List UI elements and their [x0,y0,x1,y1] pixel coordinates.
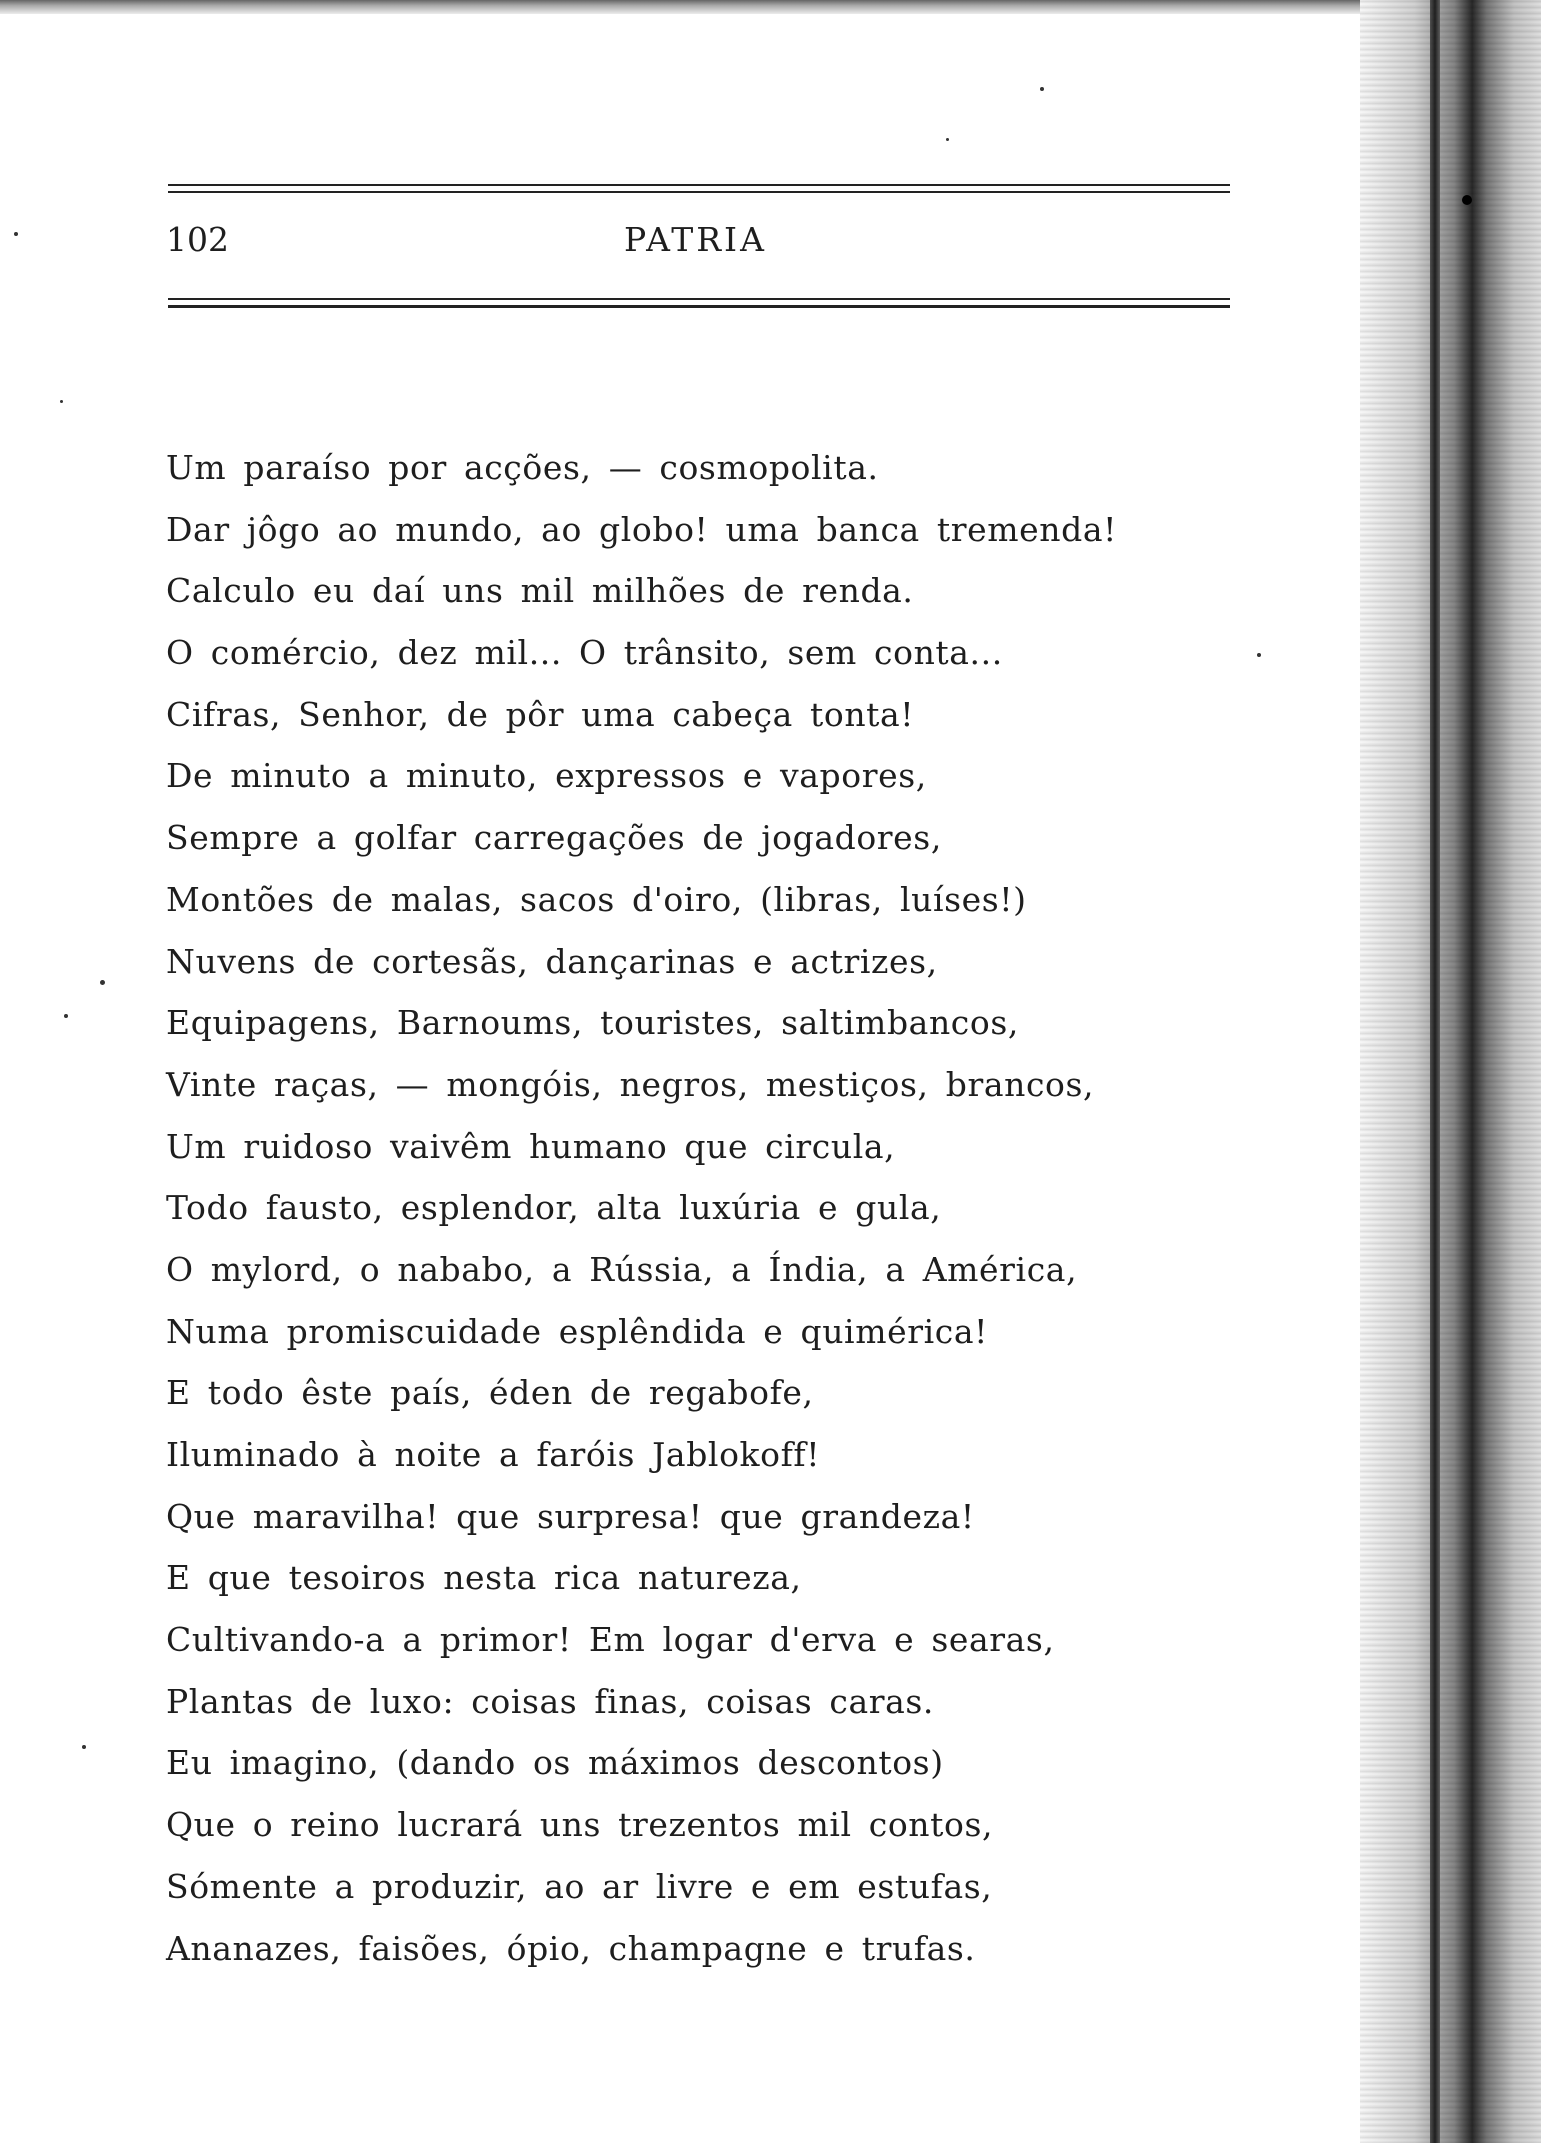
binding-gutter [1360,0,1541,2143]
verse-line: Que maravilha! que surpresa! que grandeza! [166,1496,975,1536]
verse-line: Que o reino lucrará uns trezentos mil contos, [166,1805,994,1845]
header-rule-top-inner [168,191,1230,193]
verse-line: De minuto a minuto, expressos e vapores, [166,756,927,796]
verse-line: E que tesoiros nesta rica natureza, [166,1558,802,1598]
scan-speck [100,980,105,985]
verse-line: Iluminado à noite a faróis Jablokoff! [166,1435,821,1474]
scan-speck [64,1014,68,1018]
verse-line: Cultivando-a a primor! Em logar d'erva e searas, [166,1620,1055,1660]
verse-line: Vinte raças, — mongóis, negros, mestiços, brancos, [166,1064,1095,1104]
verse-line: Plantas de luxo: coisas finas, coisas caras. [166,1681,935,1721]
verse-line: Sempre a golfar carregações de jogadores, [166,818,942,858]
scan-edge [0,0,1541,14]
scan-speck [946,138,949,141]
verse-line: Um ruidoso vaivêm humano que circula, [166,1126,896,1166]
header-rule-top [168,184,1230,186]
page-number: 102 [166,220,229,259]
verse-line: E todo êste país, éden de regabofe, [166,1373,814,1413]
verse-line: Dar jôgo ao mundo, ao globo! uma banca tremenda! [166,509,1118,549]
header-rule-bottom-inner [168,305,1230,308]
verse-line: Eu imagino, (dando os máximos descontos) [166,1743,944,1783]
verse-line: Sómente a produzir, ao ar livre e em estufas, [166,1866,993,1906]
verse-line: O mylord, o nababo, a Rússia, a Índia, a América, [166,1249,1078,1289]
verse-line: Ananazes, faisões, ópio, champagne e trufas. [166,1928,976,1968]
verse-line: Montões de malas, sacos d'oiro, (libras, luíses!) [166,879,1027,919]
verse-line: Nuvens de cortesãs, dançarinas e actrizes, [166,941,938,981]
scan-speck [1040,87,1044,91]
verse-line: Calculo eu daí uns mil milhões de renda. [166,571,914,611]
running-title: PATRIA [624,220,767,259]
verse-line: Cifras, Senhor, de pôr uma cabeça tonta! [166,694,915,734]
poem-body [166,443,1166,1985]
header-rule-bottom [168,298,1230,300]
verse-line: Um paraíso por acções, — cosmopolita. [166,448,879,487]
verse-line: O comércio, dez mil... O trânsito, sem conta... [166,633,1003,673]
verse-line: Equipagens, Barnoums, touristes, saltimbancos, [166,1003,1019,1043]
scan-speck [1462,195,1472,205]
running-header [166,214,1232,274]
scan-speck [14,232,18,236]
scan-speck [1257,653,1261,657]
scan-speck [82,1745,86,1749]
verse-line: Numa promiscuidade esplêndida e quimérica! [166,1311,988,1351]
binding-shadow [1430,0,1440,2143]
verse-line: Todo fausto, esplendor, alta luxúria e gula, [166,1188,942,1228]
scan-speck [60,400,63,403]
